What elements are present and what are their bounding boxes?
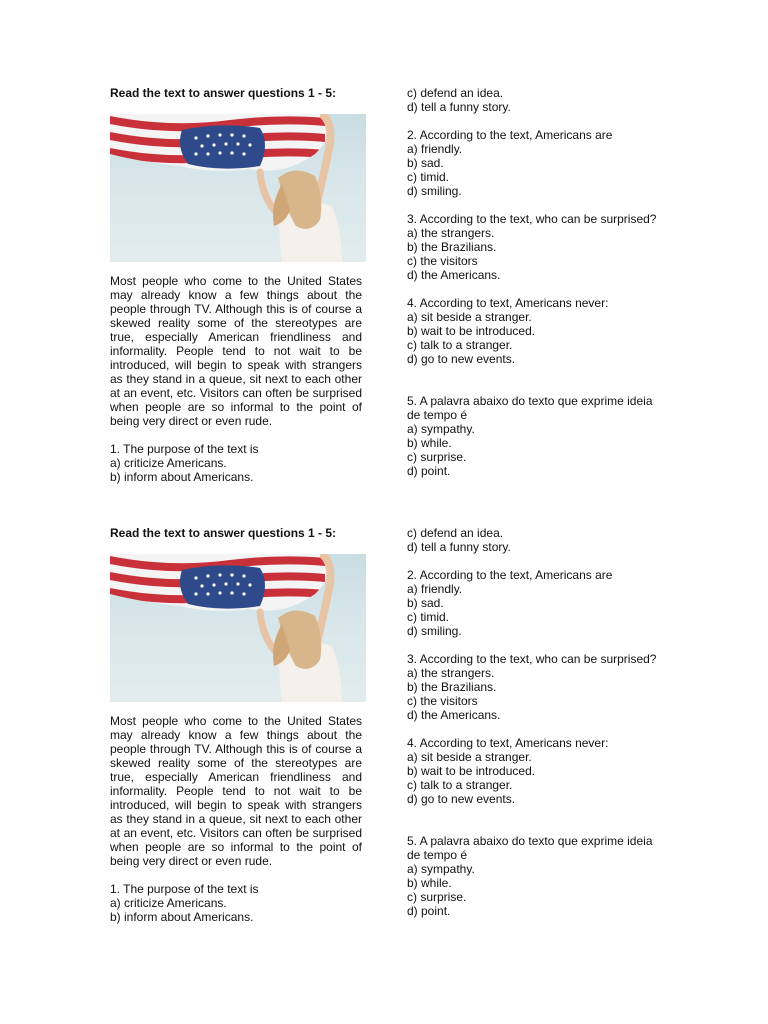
worksheet-section-1	[0, 86, 768, 526]
left-column	[110, 526, 362, 938]
question-2-option-a: a) friendly.	[407, 582, 463, 596]
question-4-option-b: b) wait to be introduced.	[407, 324, 536, 338]
question-2-option-c: c) timid.	[407, 170, 449, 184]
question-4-option-c: c) talk to a stranger.	[407, 778, 513, 792]
question-3-text: 3. According to the text, who can be surprised?	[407, 212, 657, 226]
question-1-option-b: b) inform about Americans.	[110, 470, 254, 484]
question-2-text: 2. According to the text, Americans are	[407, 568, 613, 582]
question-5-option-d: d) point.	[407, 464, 451, 478]
left-column	[110, 86, 362, 498]
question-1	[110, 442, 362, 484]
worksheet-section-2	[0, 526, 768, 966]
question-1-option-a: a) criticize Americans.	[110, 896, 227, 910]
question-4-option-a: a) sit beside a stranger.	[407, 310, 532, 324]
question-4	[407, 736, 657, 806]
question-5-option-c: c) surprise.	[407, 450, 467, 464]
question-2-option-d: d) smiling.	[407, 184, 462, 198]
question-1-continued	[407, 86, 657, 114]
question-3-option-a: a) the strangers.	[407, 226, 495, 240]
question-1-continued	[407, 526, 657, 554]
question-3-option-d: d) the Americans.	[407, 268, 501, 282]
question-2-text: 2. According to the text, Americans are	[407, 128, 613, 142]
reading-passage: Most people who come to the United States may already know a few things about the people through TV. Although this is of course a skewed reality some of the stereotypes are true, especially American friendliness and informality. People tend to not wait to be introduced, will begin to speak with strangers as they stand in a queue, sit next to each other at an event, etc. Visitors can often be surprised when people are so informal to the point of being very direct or even rude.	[110, 274, 362, 428]
question-1-option-d: d) tell a funny story.	[407, 100, 511, 114]
question-3-option-d: d) the Americans.	[407, 708, 501, 722]
question-1-text: 1. The purpose of the text is	[110, 882, 259, 896]
question-5-text: 5. A palavra abaixo do texto que exprime ideia de tempo é	[407, 394, 656, 422]
question-4-text: 4. According to text, Americans never:	[407, 736, 609, 750]
question-3-option-c: c) the visitors	[407, 254, 478, 268]
reading-passage: Most people who come to the United States may already know a few things about the people through TV. Although this is of course a skewed reality some of the stereotypes are true, especially American friendliness and informality. People tend to not wait to be introduced, will begin to speak with strangers as they stand in a queue, sit next to each other at an event, etc. Visitors can often be surprised when people are so informal to the point of being very direct or even rude.	[110, 714, 362, 868]
question-1-option-b: b) inform about Americans.	[110, 910, 254, 924]
question-5-option-d: d) point.	[407, 904, 451, 918]
question-4-option-c: c) talk to a stranger.	[407, 338, 513, 352]
question-2-option-b: b) sad.	[407, 156, 444, 170]
section-heading: Read the text to answer questions 1 - 5:	[110, 86, 337, 100]
question-4-option-d: d) go to new events.	[407, 792, 516, 806]
woman-with-american-flag-image	[110, 554, 366, 702]
question-3-option-b: b) the Brazilians.	[407, 240, 497, 254]
question-3-text: 3. According to the text, who can be surprised?	[407, 652, 657, 666]
question-3-option-c: c) the visitors	[407, 694, 478, 708]
woman-with-american-flag-image	[110, 114, 366, 262]
question-2	[407, 568, 657, 638]
section-heading: Read the text to answer questions 1 - 5:	[110, 526, 337, 540]
question-5	[407, 394, 657, 478]
question-4-text: 4. According to text, Americans never:	[407, 296, 609, 310]
question-2-option-a: a) friendly.	[407, 142, 463, 156]
question-1-option-a: a) criticize Americans.	[110, 456, 227, 470]
question-1-option-c: c) defend an idea.	[407, 86, 504, 100]
right-column	[407, 526, 657, 932]
question-5-option-b: b) while.	[407, 436, 452, 450]
question-5-option-a: a) sympathy.	[407, 862, 475, 876]
question-2-option-c: c) timid.	[407, 610, 449, 624]
question-3-option-b: b) the Brazilians.	[407, 680, 497, 694]
question-5-option-b: b) while.	[407, 876, 452, 890]
question-1-option-c: c) defend an idea.	[407, 526, 504, 540]
question-1	[110, 882, 362, 924]
question-1-option-d: d) tell a funny story.	[407, 540, 511, 554]
question-4	[407, 296, 657, 366]
flag-photo	[110, 554, 366, 702]
flag-photo	[110, 114, 366, 262]
question-4-option-a: a) sit beside a stranger.	[407, 750, 532, 764]
question-5-option-c: c) surprise.	[407, 890, 467, 904]
question-4-option-d: d) go to new events.	[407, 352, 516, 366]
question-3	[407, 212, 657, 282]
right-column	[407, 86, 657, 492]
question-2-option-b: b) sad.	[407, 596, 444, 610]
question-4-option-b: b) wait to be introduced.	[407, 764, 536, 778]
question-5-option-a: a) sympathy.	[407, 422, 475, 436]
question-5-text: 5. A palavra abaixo do texto que exprime ideia de tempo é	[407, 834, 656, 862]
question-1-text: 1. The purpose of the text is	[110, 442, 259, 456]
question-3-option-a: a) the strangers.	[407, 666, 495, 680]
question-3	[407, 652, 657, 722]
question-2-option-d: d) smiling.	[407, 624, 462, 638]
question-5	[407, 834, 657, 918]
question-2	[407, 128, 657, 198]
